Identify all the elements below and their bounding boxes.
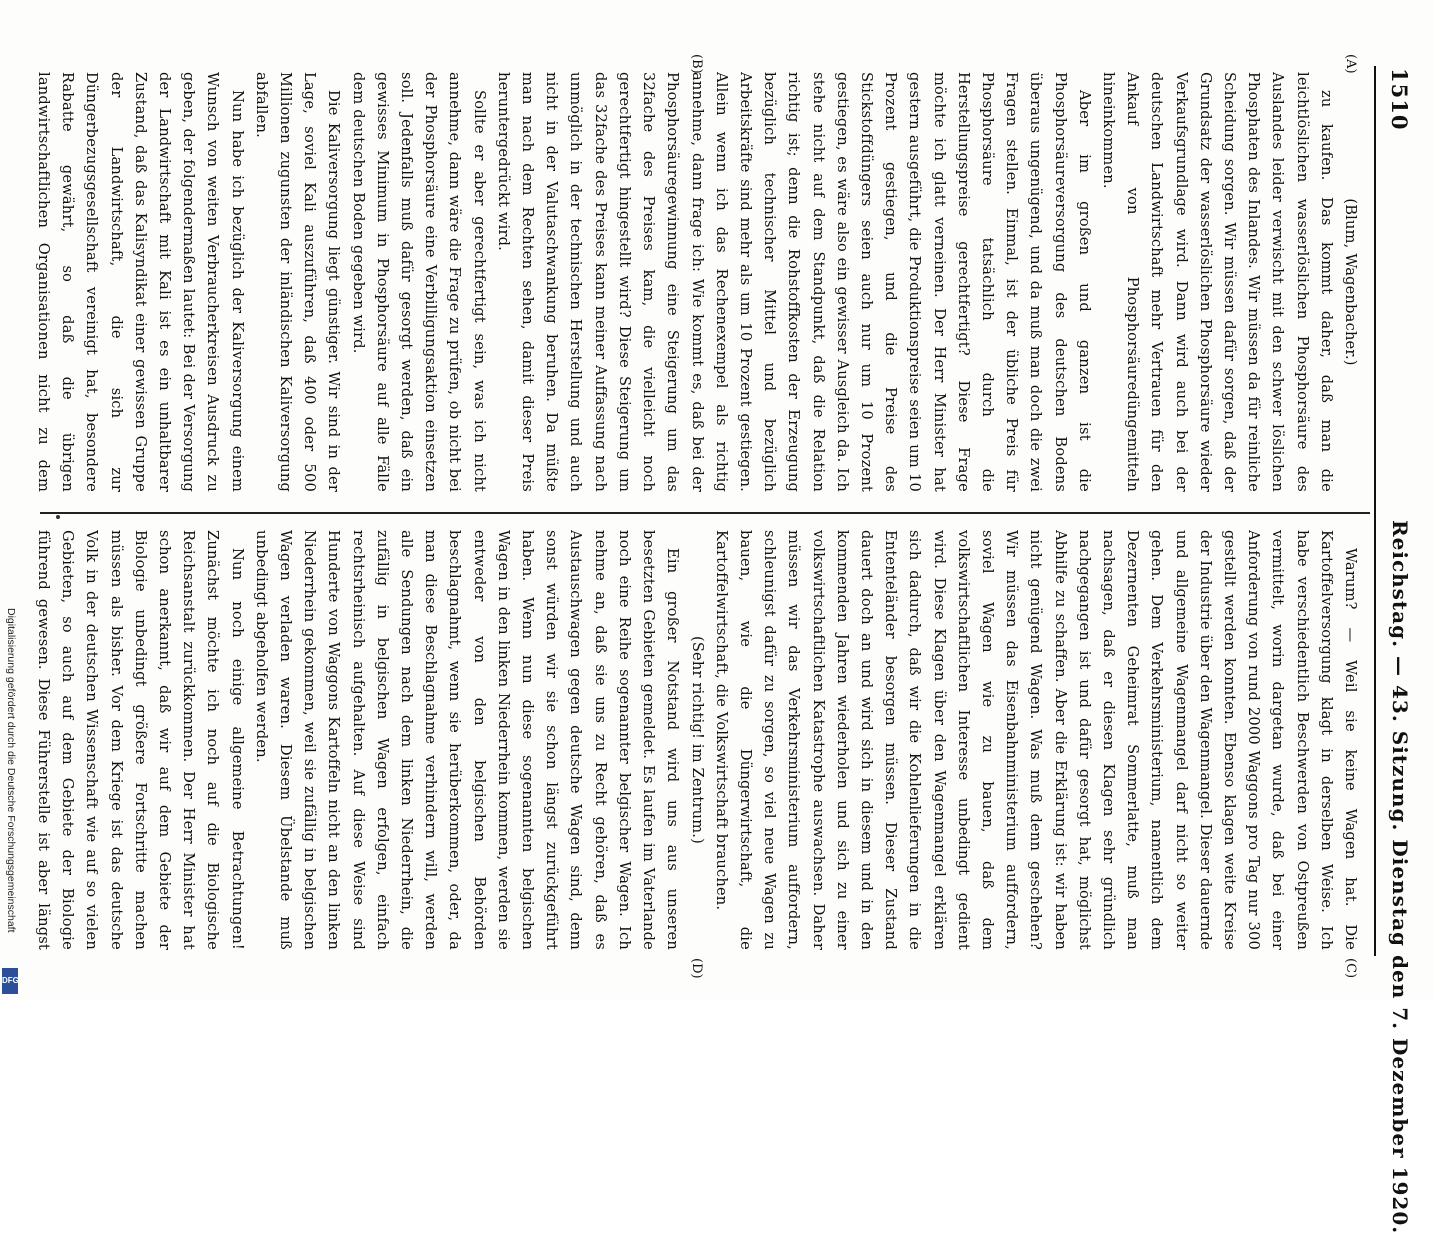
paragraph: Warum? — Weil sie keine Wagen hat. Die Kartoffelversorgung klagt in derselben Weise. Ich habe verschiedentlich Beschwerden von Ostpreußen vermittelt, worin dargetan wurde, daß bei einer Anforderung von rund 2000 Waggons pro Tag nur 300 gestellt werden konnten. Ebenso klagen weite Kreise der Industrie über den Wagenmangel. Dieser dauernde und allgemeine Wagenmangel darf nicht so weiter gehen. Dem Verkehrsministerium, namentlich dem Dezernenten Geheimrat Sommerlatte, muß man nachsagen, daß er diesen Klagen sehr gründlich nachgegangen ist und dafür gesorgt hat, möglichst Abhilfe zu schaffen. Aber die Erklärung ist: wir haben nicht genügend Wagen. Was muß denn geschehen? Wir müssen das Eisenbahnministerium auffordern, soviel Wagen wie zu bauen, daß dem volkswirtschaftlichen Interesse unbedingt gedient wird. Diese Klagen über den Wagenmangel erklären sich dadurch, daß wir die Kohlenlieferungen in die Ententeländer besorgen müssen. Dieser Zustand dauert doch an und wird sich in diesem und in den kommenden Jahren wiederholen und sich zu einer volkswirtschaftlichen Katastrophe auswachsen. Daher müssen wir das Verkehrsministerium auffordern, schleunigst dafür zu sorgen, so viel neue Wagen zu bauen, wie die Düngerwirtschaft, die Kartoffelwirtschaft, die Volkswirtschaft brauchen. <box>712 530 1359 950</box>
speaker-line: (Blum, Wagenbacher.) <box>1342 198 1359 366</box>
column-divider <box>40 512 1370 514</box>
margin-marker-a: (A) <box>1343 54 1358 74</box>
paragraph: Die Kaliversorgung liegt günstiger. Wir sind in der Lage, soviel Kali auszuführen, daß 400 oder 500 Millionen zugunsten der inländischen Kaliversorgung abfallen. <box>252 72 343 492</box>
interjection: (Sehr richtig! im Zentrum.) <box>688 635 706 845</box>
dfg-logo: DFG <box>2 968 18 994</box>
right-column <box>32 530 1362 950</box>
paragraph: zu kaufen. Das kommt daher, daß man die leichtlöslichen wasserlöslichen Phosphorsäure des Auslandes leider verwischt mit den schwer löslichen Phosphaten des Inlandes. Wir müssen da für reinliche Scheidung sorgen. Wir müssen dafür sorgen, daß der Grundsatz der wasserlöslichen Phosphorsäure wieder Verkaufsgrundlage wird. Dann wird auch bei der deutschen Landwirtschaft mehr Vertrauen für den Ankauf von Phosphorsäuredüngemitteln hineinkommen. <box>1099 72 1335 492</box>
paragraph: Nun habe ich bezüglich der Kaliversorgung einem Wunsch von weiten Verbraucherkreisen Ausdruck zu geben, der folgendermaßen lautet: Bei der Versorgung der Landwirtschaft mit Kali ist es ein unhaltbarer Zustand, daß das Kalisyndikat einer gewissen Gruppe der Landwirtschaft, die sich zur Düngerbezugsgesellschaft vereinigt hat, besondere Rabatte gewährt, so daß die übrigen landwirtschaftlichen Organisationen nicht zu dem <box>35 72 246 492</box>
paragraph: Nun noch einige allgemeine Betrachtungen! Zunächst möchte ich noch auf die Biologische Reichsanstalt zurückkommen. Der Herr Minister hat schon anerkannt, daß wir auf dem Gebiete der Biologie unbedingt größere Fortschritte machen müssen als bisher. Vor dem Kriege ist das deutsche Volk in der deutschen Wissenschaft wie auf so vielen Gebieten, so auch auf dem Gebiete der Biologie führend gewesen. Diese Führerstelle ist aber längst <box>35 530 246 950</box>
credit-text: Digitalisierung gefördert durch die Deutsche Forschungsgemeinschaft <box>5 608 17 933</box>
margin-marker-c: (C) <box>1343 958 1358 979</box>
left-column <box>32 72 1362 492</box>
header-rule <box>1374 66 1376 956</box>
scan-speck <box>56 515 60 519</box>
page-number: 1510 <box>1387 68 1412 131</box>
digitization-credit <box>4 608 18 996</box>
header-title: Reichstag. — 43. Sitzung. Dienstag den 7. Dezember 1920. <box>1388 520 1412 1234</box>
page-header <box>1380 0 1420 1234</box>
margin-marker-d: (D) <box>689 958 704 979</box>
paragraph: Ein großer Notstand wird uns aus unseren besetzten Gebieten gemeldet. Es laufen im Vaterlande noch eine Reihe sogenannter belgischer Wagen. Ich nehme an, daß sie uns zu Recht gehören, daß es Austauschwagen gegen deutsche Wagen sind, denn sonst würden wir sie schon längst zurückgeführt haben. Wenn nun diese sogenannten belgischen Wagen in den linken Niederrhein kommen, werden sie entweder von den belgischen Behörden beschlagnahmt, wenn sie herüberkommen, oder, da man diese Beschlagnahme verhindern will, werden alle Sendungen nach dem linken Niederrhein, die zufällig in belgischen Wagen erfolgen, einfach rechtsrheinisch aufgehalten. Auf diese Weise sind Hunderte von Waggons Kartoffeln nicht an den linken Niederrhein gekommen, weil sie zufällig in belgischen Wagen verladen waren. Diesem Übelstande muß unbedingt abgeholfen werden. <box>252 530 682 950</box>
paragraph: Aber im großen und ganzen ist die Phosphorsäureversorgung des deutschen Bodens überaus ungenügend, und da muß man doch die zwei Fragen stellen. Einmal, ist der übliche Preis für Phosphorsäure tatsächlich durch die Herstellungspreise gerechtfertigt? Diese Frage möchte ich glatt verneinen. Der Herr Minister hat gestern ausgeführt, die Produktionspreise seien um 10 Prozent gestiegen, und die Preise des Stickstoffdüngers seien auch nur um 10 Prozent gestiegen, es wäre also ein gewisser Ausgleich da. Ich stehe nicht auf dem Standpunkt, daß die Relation richtig ist; denn die Rohstoffkosten der Erzeugung bezüglich technischer Mittel und bezüglich Arbeitskräfte sind mehr als um 10 Prozent gestiegen. Allein wenn ich das Rechenexempel als richtig annehme, dann frage ich: Wie kommt es, daß bei der Phosphorsäuregewinnung eine Steigerung um das 32fache des Preises kam, die vielleicht noch gerechtfertigt hingestellt wird? Diese Steigerung um das 32fache des Preises kann meiner Auffassung nach unmöglich in der technischen Herstellung und auch nicht in der Valutaschwankung beruhen. Da müßte man nach dem Rechten sehen, damit dieser Preis heruntergedrückt wird. <box>494 72 1093 492</box>
paragraph: Sollte er aber gerechtfertigt sein, was ich nicht annehme, dann wäre die Frage zu prüfen, ob nicht bei der Phosphorsäure eine Verbilligungsaktion einsetzen soll. Jedenfalls muß dafür gesorgt werden, daß ein gewisses Minimum in Phosphorsäure auf alle Fälle dem deutschen Boden gegeben wird. <box>349 72 488 492</box>
margin-marker-b: (B) <box>689 54 704 74</box>
